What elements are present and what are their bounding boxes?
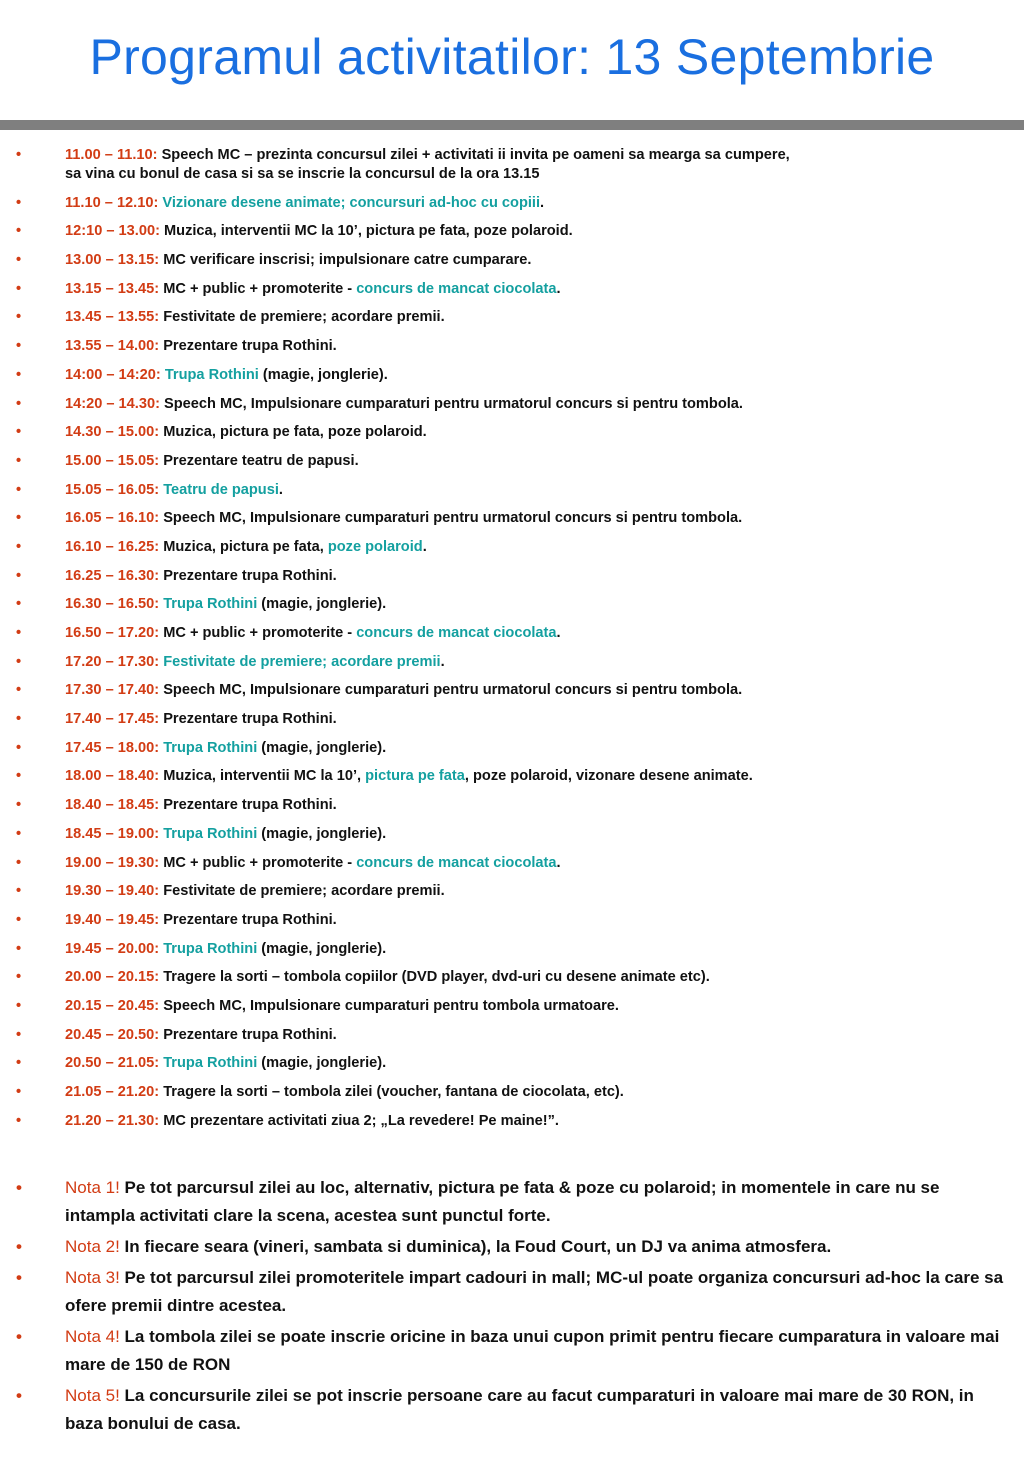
schedule-item [0, 854, 1024, 873]
note-label: Nota 5! [65, 1386, 120, 1405]
bullet-icon: • [16, 1178, 22, 1197]
schedule-text: Festivitate de premiere; acordare premii. [159, 309, 445, 326]
schedule-highlight: Trupa Rothini [163, 1055, 258, 1072]
schedule-time: 20.00 – 20.15: [65, 969, 160, 986]
schedule-time: 14.30 – 15.00: [65, 424, 160, 441]
schedule-text: (magie, jonglerie). [257, 825, 387, 842]
schedule-item [0, 308, 1024, 327]
schedule-time: 11.10 – 12.10: [65, 194, 159, 211]
schedule-text: (magie, jonglerie). [257, 596, 387, 613]
schedule-time: 16.25 – 16.30: [65, 567, 160, 584]
schedule-time: 16.30 – 16.50: [65, 596, 160, 613]
schedule-text: Prezentare teatru de papusi. [159, 452, 359, 469]
schedule-text: Muzica, pictura pe fata, poze polaroid. [159, 424, 427, 441]
schedule-item [0, 337, 1024, 356]
bullet-icon: • [16, 452, 22, 469]
schedule-text: MC + public + promoterite - [159, 854, 357, 871]
schedule-highlight: concurs de mancat ciocolata [356, 854, 557, 871]
schedule-time: 18.45 – 19.00: [65, 825, 160, 842]
schedule-time: 19.00 – 19.30: [65, 854, 160, 871]
schedule-text: . [556, 625, 561, 641]
schedule-text: Muzica, interventii MC la 10’, [159, 768, 366, 785]
bullet-icon: • [16, 739, 22, 756]
schedule-time: 13.55 – 14.00: [65, 338, 160, 355]
bullet-icon: • [16, 768, 22, 785]
schedule-text: Speech MC, Impulsionare cumparaturi pentru urmatorul concurs si pentru tombola. [159, 682, 743, 699]
schedule-text: . [440, 653, 445, 670]
schedule-item [0, 940, 1024, 959]
schedule-item [0, 452, 1024, 471]
schedule-text: . [278, 481, 283, 498]
schedule-highlight: Trupa Rothini [163, 596, 258, 613]
schedule-time: 16.10 – 16.25: [65, 538, 160, 555]
schedule-text: Speech MC, Impulsionare cumparaturi pentru urmatorul concurs si pentru tombola. [159, 510, 743, 527]
schedule-item [0, 653, 1024, 672]
schedule-highlight: Festivitate de premiere; acordare premii [163, 653, 441, 670]
bullet-icon: • [16, 510, 22, 527]
schedule-time: 21.05 – 21.20: [65, 1084, 160, 1100]
schedule-text: , poze polaroid, vizonare desene animate. [464, 768, 753, 785]
schedule-text: MC prezentare activitati ziua 2; „La revedere! Pe maine!”. [159, 1112, 559, 1129]
bullet-icon: • [16, 625, 22, 641]
schedule-time: 17.30 – 17.40: [65, 682, 160, 699]
schedule-time: 20.45 – 20.50: [65, 1026, 160, 1043]
schedule-time: 11.00 – 11.10: [65, 147, 158, 163]
schedule-highlight: Trupa Rothini [163, 739, 258, 756]
schedule-time: 16.05 – 16.10: [65, 510, 160, 527]
schedule-text: Muzica, pictura pe fata, [159, 538, 328, 555]
schedule-text: Prezentare trupa Rothini. [159, 911, 337, 928]
schedule-highlight: Trupa Rothini [163, 825, 258, 842]
schedule-item [0, 1112, 1024, 1131]
schedule-time: 14:00 – 14:20: [65, 366, 161, 383]
schedule-item [0, 882, 1024, 901]
schedule-text: Speech MC – prezinta concursul zilei + activitati ii invita pe oameni sa mearga sa cumpere, [157, 147, 790, 163]
schedule-item [0, 1083, 1024, 1102]
note-label: Nota 2! [65, 1237, 120, 1256]
bullet-icon: • [16, 883, 22, 900]
schedule-highlight: Vizionare desene animate; concursuri ad-hoc cu copiii [162, 194, 541, 211]
schedule-item [0, 911, 1024, 930]
bullet-icon: • [16, 1268, 22, 1287]
bullet-icon: • [16, 911, 22, 928]
schedule-time: 18.00 – 18.40: [65, 768, 160, 785]
schedule-item [0, 146, 1024, 184]
schedule-text: (magie, jonglerie). [257, 940, 387, 957]
schedule-item [0, 423, 1024, 442]
notes-list [0, 1174, 1024, 1441]
schedule-highlight: poze polaroid [327, 538, 423, 555]
schedule-time: 15.05 – 16.05: [65, 481, 160, 498]
schedule-item [0, 280, 1024, 299]
schedule-item [0, 251, 1024, 270]
schedule-time: 19.40 – 19.45: [65, 911, 160, 928]
bullet-icon: • [16, 682, 22, 699]
note-label: Nota 4! [65, 1327, 120, 1346]
bullet-icon: • [16, 424, 22, 441]
schedule-item [0, 481, 1024, 500]
schedule-item [0, 825, 1024, 844]
page-title: Programul activitatilor: 13 Septembrie [89, 29, 935, 85]
schedule-text: Tragere la sorti – tombola copiilor (DVD player, dvd-uri cu desene animate etc). [159, 969, 710, 986]
schedule-highlight: Teatru de papusi [163, 481, 279, 498]
schedule-text: Prezentare trupa Rothini. [159, 711, 337, 728]
schedule-text: Tragere la sorti – tombola zilei (voucher, fantana de ciocolata, etc). [159, 1084, 624, 1100]
schedule-time: 17.45 – 18.00: [65, 739, 160, 756]
note-label: Nota 3! [65, 1268, 120, 1287]
schedule-text: Speech MC, Impulsionare cumparaturi pentru tombola urmatoare. [159, 997, 619, 1014]
bullet-icon: • [16, 280, 22, 297]
schedule-item [0, 1054, 1024, 1073]
bullet-icon: • [16, 395, 22, 412]
schedule-time: 17.40 – 17.45: [65, 711, 160, 728]
schedule-text: . [556, 854, 561, 871]
schedule-time: 19.45 – 20.00: [65, 940, 160, 957]
schedule-item [0, 395, 1024, 414]
schedule-time: 20.50 – 21.05: [65, 1055, 160, 1072]
bullet-icon: • [16, 797, 22, 814]
schedule-item [0, 997, 1024, 1016]
schedule-item [0, 222, 1024, 241]
schedule-item [0, 681, 1024, 700]
note-item [0, 1264, 1024, 1320]
schedule-time: 14:20 – 14.30: [65, 395, 160, 412]
schedule-text: MC verificare inscrisi; impulsionare catre cumparare. [159, 252, 532, 269]
schedule-item [0, 624, 1024, 643]
schedule-text: Speech MC, Impulsionare cumparaturi pentru urmatorul concurs si pentru tombola. [159, 395, 743, 412]
schedule-text: Muzica, interventii MC la 10’, pictura pe fata, poze polaroid. [159, 223, 573, 240]
schedule-highlight: Trupa Rothini [163, 940, 258, 957]
note-text: La concursurile zilei se pot inscrie persoane care au facut cumparaturi in valoare mai mare de 30 RON, in baza bonului de casa. [65, 1386, 974, 1433]
schedule-text: Festivitate de premiere; acordare premii. [159, 883, 445, 900]
note-text: In fiecare seara (vineri, sambata si duminica), la Foud Court, un DJ va anima atmosfera. [119, 1237, 832, 1256]
title-divider [0, 120, 1024, 130]
bullet-icon: • [16, 338, 22, 355]
bullet-icon: • [16, 1112, 22, 1129]
schedule-text: MC + public + promoterite - [159, 625, 357, 641]
note-text: Pe tot parcursul zilei promoteritele impart cadouri in mall; MC-ul poate organiza concursuri ad-hoc la care sa ofere premii dintre acestea. [65, 1268, 1004, 1315]
schedule-time: 13.15 – 13.45: [65, 280, 160, 297]
note-item [0, 1233, 1024, 1261]
schedule-time: 13.00 – 13.15: [65, 252, 160, 269]
schedule-highlight: concurs de mancat ciocolata [356, 625, 557, 641]
schedule-item [0, 710, 1024, 729]
schedule-item [0, 538, 1024, 557]
schedule-text: . [422, 538, 427, 555]
schedule-time: 19.30 – 19.40: [65, 883, 160, 900]
bullet-icon: • [16, 538, 22, 555]
bullet-icon: • [16, 969, 22, 986]
schedule-highlight: Trupa Rothini [164, 366, 259, 383]
note-text: La tombola zilei se poate inscrie oricine in baza unui cupon primit pentru fiecare cumparatura in valoare mai mare de 150 de RON [65, 1327, 1000, 1374]
bullet-icon: • [16, 223, 22, 240]
bullet-icon: • [16, 854, 22, 871]
note-item [0, 1174, 1024, 1230]
bullet-icon: • [16, 309, 22, 326]
schedule-time: 21.20 – 21.30: [65, 1112, 160, 1129]
bullet-icon: • [16, 147, 22, 163]
schedule-item [0, 1026, 1024, 1045]
bullet-icon: • [16, 997, 22, 1014]
schedule-time: 16.50 – 17.20: [65, 625, 160, 641]
bullet-icon: • [16, 1386, 22, 1405]
schedule-text: sa vina cu bonul de casa si sa se inscrie la concursul de la ora 13.15 [65, 166, 540, 182]
note-item [0, 1323, 1024, 1379]
bullet-icon: • [16, 1327, 22, 1346]
schedule-time: 12:10 – 13.00: [65, 223, 160, 240]
schedule-text: (magie, jonglerie). [258, 366, 388, 383]
schedule-item [0, 796, 1024, 815]
bullet-icon: • [16, 653, 22, 670]
note-item [0, 1382, 1024, 1438]
schedule-item [0, 194, 1024, 213]
bullet-icon: • [16, 1026, 22, 1043]
bullet-icon: • [16, 940, 22, 957]
schedule-text: Prezentare trupa Rothini. [159, 567, 337, 584]
bullet-icon: • [16, 366, 22, 383]
schedule-time: 13.45 – 13.55: [65, 309, 160, 326]
bullet-icon: • [16, 1084, 22, 1100]
bullet-icon: • [16, 825, 22, 842]
schedule-item [0, 595, 1024, 614]
schedule-text: (magie, jonglerie). [257, 739, 387, 756]
schedule-text: Prezentare trupa Rothini. [159, 797, 337, 814]
bullet-icon: • [16, 567, 22, 584]
schedule-item [0, 739, 1024, 758]
schedule-item [0, 968, 1024, 987]
bullet-icon: • [16, 711, 22, 728]
schedule-time: 18.40 – 18.45: [65, 797, 160, 814]
schedule-time: 20.15 – 20.45: [65, 997, 160, 1014]
schedule-text: MC + public + promoterite - [159, 280, 357, 297]
note-label: Nota 1! [65, 1178, 120, 1197]
schedule-time: 15.00 – 15.05: [65, 452, 160, 469]
bullet-icon: • [16, 252, 22, 269]
schedule-item [0, 567, 1024, 586]
bullet-icon: • [16, 596, 22, 613]
schedule-item [0, 509, 1024, 528]
schedule-item [0, 767, 1024, 786]
schedule-highlight: concurs de mancat ciocolata [356, 280, 557, 297]
bullet-icon: • [16, 1237, 22, 1256]
bullet-icon: • [16, 481, 22, 498]
schedule-text: Prezentare trupa Rothini. [159, 338, 337, 355]
schedule-text: Prezentare trupa Rothini. [159, 1026, 337, 1043]
schedule-text: . [556, 280, 561, 297]
schedule-text: (magie, jonglerie). [257, 1055, 387, 1072]
note-text: Pe tot parcursul zilei au loc, alternativ, pictura pe fata & poze cu polaroid; in momentele in care nu se intampla activitati clare la scena, acestea sunt punctul forte. [65, 1178, 940, 1225]
bullet-icon: • [16, 194, 22, 211]
schedule-highlight: pictura pe fata [365, 768, 465, 785]
schedule-list [0, 146, 1024, 1140]
bullet-icon: • [16, 1055, 22, 1072]
schedule-item [0, 366, 1024, 385]
schedule-time: 17.20 – 17.30: [65, 653, 160, 670]
schedule-text: . [540, 194, 545, 211]
